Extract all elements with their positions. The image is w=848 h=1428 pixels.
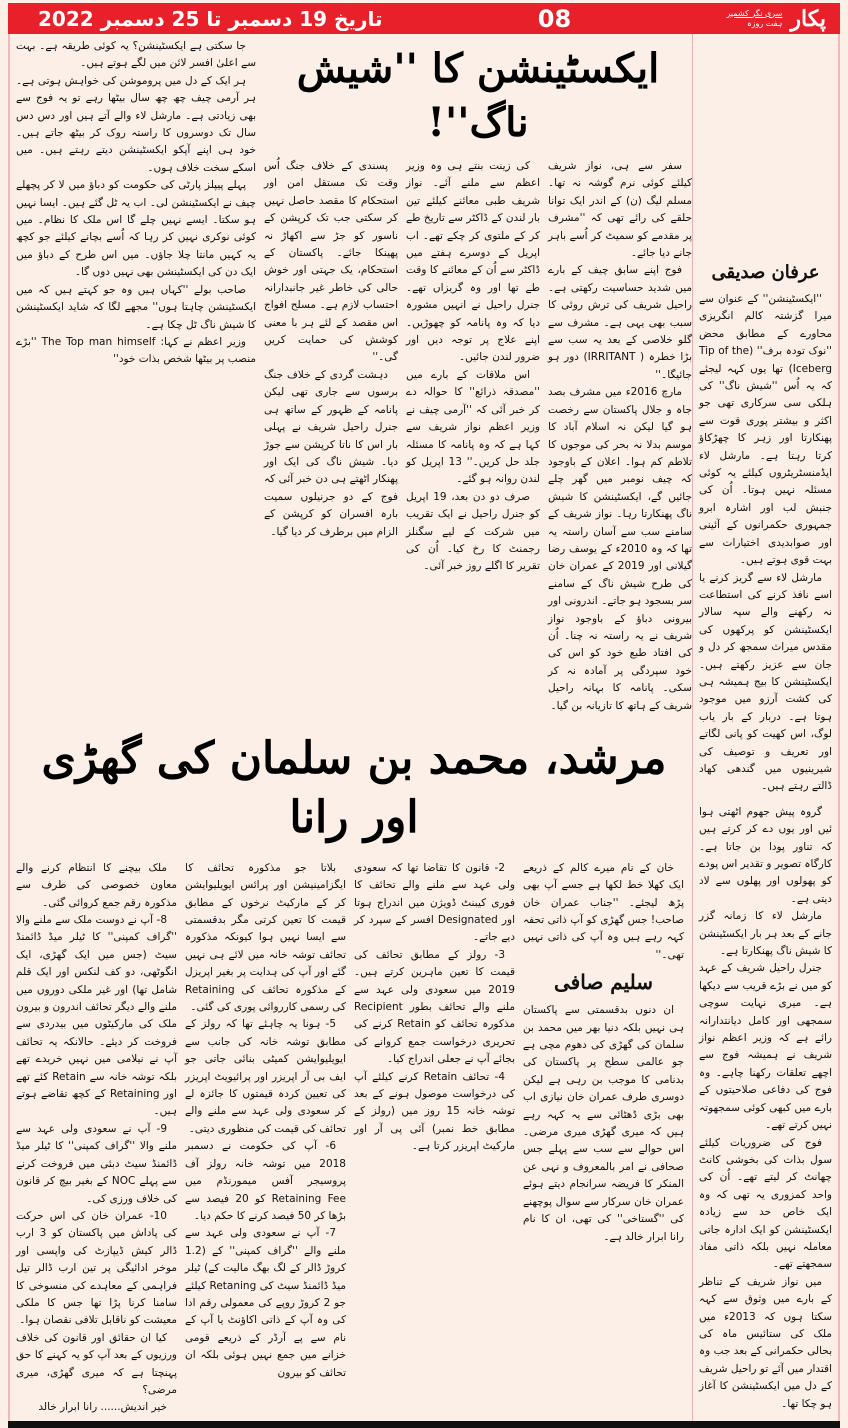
paragraph: 2- قانون کا تقاضا تھا کہ سعودی ولی عہد سے ملنے والے تحائف کا فوری کیبنٹ ڈویژن میں اندراج ہوتا اور Designated افسر کے سپرد کر دیے جاتے۔ [354, 861, 515, 944]
brand-block [726, 6, 826, 32]
masthead [8, 3, 840, 34]
article2-column-1a [523, 860, 684, 964]
paragraph: 8- آپ نے دوست ملک سے ملنے والا ''گراف کمپنی'' کا ٹیلر میڈ ڈائمنڈ سیٹ (جس میں ایک گھڑی، ایک انگوٹھی، دو کف لنکس اور ایک قلم شامل تھا) اور غیر ملکی دوروں میں ملنے والے دیگر تحائف اندرون و بیرون ملک کی مارکیٹوں میں بیدردی سے فروخت کر دیئے۔ حالانکہ یہ تحائف آپ نے نیلامی میں نہیں خریدے تھے بلکہ توشہ خانہ سے Retain کئے تھے اور Retaining کے کچھ تقاضے ہوتے ہیں۔ [16, 914, 177, 1118]
article2-column-4 [16, 860, 177, 1417]
article1-column-1 [699, 291, 832, 796]
article2-headline: مرشد، محمد بن سلمان کی گھڑی اور رانا [41, 733, 667, 844]
article1-continuation-column [699, 804, 832, 1413]
paragraph: 3- رولز کے مطابق تحائف کی قیمت کا تعین ماہرین کرتے ہیں۔ 2019 میں سعودی ولی عہد سے ملنے والے تحائف بطور Recipient مذکورہ تحائف کو Retain کرنے کی تحریری درخواست جمع کروانے کی بجائے آپ نے جعلی اندراج کیا۔ [354, 948, 515, 1066]
article2-column-1b [523, 1002, 684, 1246]
paragraph: 10- عمران خان کی اس حرکت کی پاداش میں پاکستان کو 3 ارب ڈالر کیش ڈیپازٹ کی واپسی اور موخر ادائیگی پر تین ارب ڈالر تیل فراہمی کے معاہدے کی منسوخی کا سامنا کرنا پڑا تھا جس کا ملکی معیشت کو ناقابل تلافی نقصان ہوا۔ [16, 1209, 177, 1327]
article2-column-1 [523, 860, 684, 1246]
main-area [10, 34, 692, 1421]
article2-column-2 [354, 860, 515, 1156]
page-body [8, 34, 840, 1421]
paragraph: صرف دو دن بعد، 19 اپریل کو جنرل راحیل نے ایک تقریب میں شرکت کے لیے سگنلز رجمنٹ کا رخ کیا۔ اُن کی تقریر کا اگلے روز خبر آئی۔ [406, 490, 540, 573]
article1-column-2 [548, 158, 692, 715]
paragraph: 4- تحائف Retain کرنے کیلئے آپ کی درخواست موصول ہونے کے بعد توشہ خانہ 15 روز میں (رولز کے مطابق خط نمبر) آئی پی آر اور مارکیٹ اپریزر کرتا ہے۔ [354, 1070, 515, 1153]
paragraph: صاحب بولے ''کہاں ہیں وہ جو کہتے ہیں کہ میں ایکسٹینشن چاہتا ہوں'' مجھے لگا کہ شاید ایکسٹینشن کا شیش ناگ ٹل چکا ہے۔ [16, 283, 256, 331]
paragraph: ''ایکسٹینشن'' کے عنوان سے میرا گزشتہ کالم انگریزی محاورے کے مطابق محض ''نوک تودہ برف'' (Tip of the Iceberg) تھا یوں کہہ لیجئے کہ یہ اُس ''شیش ناگ'' کی ہلکی سی سرکاری تھی جو اکثر و بیشتر پوری قوت سے پھنکارتا اور زہر کا چھڑکاؤ کرتا رہتا ہے۔ مارشل لاء ایڈمنسٹریٹروں کیلئے یہ کوئی مسئلہ نہیں ہوتا۔ اُن کی جنبش لب اور اشارہ ابرو جمہوری حکمرانوں کے آئینی اور صوابدیدی اختیارات سے بہت قوی ہوتے ہیں۔ [699, 293, 832, 567]
paragraph: دہشت گردی کے خلاف جنگ برسوں سے جاری تھی لیکن پانامہ کے ظہور کے ساتھ ہی جنرل راحیل شریف نے پہلی بار اس کا ناتا کرپشن سے جوڑ دیا۔ شیش ناگ کی ایک اور پھنکار اٹھتے ہی دن خبر آئی کہ فوج کے دو جرنیلوں سمیت بارہ افسران کو کرپشن کے الزام میں برطرف کر دیا گیا۔ [264, 368, 398, 538]
paragraph: پسندی کے خلاف جنگ اُس وقت تک مستقل امن اور استحکام کا مقصد حاصل نہیں کر سکتی جب تک کرپشن کے ناسور کو جڑ سے اکھاڑ نہ پھینکا جائے۔ پاکستان کے استحکام، یک جہتی اور خوش حالی کی خاطر غیر جانبدارانہ احتساب لازم ہے۔ مسلح افواج اس مقصد کے لئے ہر با معنی کوشش کی حمایت کریں گی۔'' [264, 160, 398, 364]
paragraph: جنرل راحیل شریف کے عہد کو میں نے بڑے قریب سے دیکھا ہے۔ میری نہایت سوچی سمجھی اور کامل دیانتدارانہ رائے ہے کہ وزیر اعظم نواز شریف نے ہمیشہ فوج سے اچھے تعلقات رکھنا چاہے۔ وہ فوج کی دفاعی صلاحیتوں کے بارے میں کبھی کوئی سمجھوتہ نہیں کرتے تھے۔ [699, 962, 832, 1132]
paragraph: کیا ان حقائق اور قانون کی خلاف ورزیوں کے بعد آپ کو یہ کہنے کا حق پہنچتا ہے کہ میری گھڑی، میری مرضی؟ [16, 1331, 177, 1396]
blank-space [699, 38, 832, 256]
paragraph: گروہ پیش جھوم اٹھتی ہوا ئیں اور یوں دے کر کرتے ہیں کہ تناور پودا بن جاتا ہے۔ کارگاہ تصویر و تقدیر اس پودے کو پھولوں اور پھلوں سے لاد دیتی ہے۔ [699, 805, 832, 905]
paragraph: سفر سے ہی، نواز شریف کیلئے کوئی نرم گوشہ نہ تھا۔ مسلم لیگ (ن) کے اندر ایک توانا حلقے کی رائے تھی کہ ''مشرف پر مقدمے کو سمیٹ کر اُسے باہر جانے دیا جائے۔ [548, 160, 692, 260]
paragraph: کی زینت بنتے ہی وہ وزیر اعظم سے ملنے آئے۔ نواز شریف طبی معائنے کیلئے تین بار لندن کے ڈاکٹر سے تاریخ طے کر کے ملتوی کر چکے تھے۔ اب اپریل کے دوسرے ہفتے میں ڈاکٹر سے اُن کے معائنے کا وقت طے تھا اور وہ گریزاں تھے۔ جنرل راحیل نے انہیں مشورہ دیا کہ وہ پانامہ کو چھوڑیں۔ اپنے علاج پر توجہ دیں اور ضرور لندن جائیں۔ [406, 160, 540, 364]
publication-city: سری نگر کشمیر [726, 8, 783, 18]
paragraph: مارچ 2016ء میں مشرف بصد جاہ و جلال پاکستان سے رخصت ہو گیا لیکن نہ اسلام آباد کا موسم بدلا نہ بحر کی موجوں کا تلاطم کم ہوا۔ اعلان کے باوجود کہ چیف نومبر میں گھر چلے جائیں گے، ایکسٹینشن کا شیش ناگ پھنکارتا رہا۔ نواز شریف کے سامنے سب سے آسان راستہ یہ تھا کہ وہ 2010ء کے یوسف رضا گیلانی اور 2019 کے عمران خان کی طرح شیش ناگ کے سامنے سر بسجود ہو جاتے۔ اندرونی اور بیرونی دباؤ کے باوجود نواز شریف نے یہ راستہ نہ چنا۔ اُن کی افتاد طبع خود کو اس کی خود سپردگی پر آمادہ نہ کر سکی۔ پانامہ کا بہانہ راحیل شریف کے ہاتھ کا تازیانہ بن گیا۔ [548, 386, 692, 712]
article1-main [264, 38, 692, 715]
paragraph: مارشل لاء سے گریز کرنے یا اسے نافذ کرنے کی استطاعت نہ رکھنے والے سپہ سالار ایکسٹینشن کو پرکھوں کی مقدس میراث سمجھ کر دل و جان سے عزیز رکھتے ہیں۔ ایکسٹینشن کا بیج ہمیشہ ہی کی کشت آرزو میں موجود ہوتا ہے۔ دربار کے بار یاب لوگ، اس کھیت کو پانی لگاتے اور تعریف و توصیف کی شیرینیوں میں گندھی کھاد ڈالتے رہتے ہیں۔ [699, 571, 832, 793]
paragraph: 9- آپ نے سعودی ولی عہد سے ملنے والا ''گراف کمپنی'' کا ٹیلر میڈ ڈائمنڈ سیٹ دبئی میں فروخت کرنے سے پہلے NOC کے بغیر بیچ کر قانون کی خلاف ورزی کی۔ [16, 1122, 177, 1205]
paragraph: فوج کی ضروریات کیلئے سول بذات کی بخوشی کانٹ چھانٹ کر لیتے تھے۔ اُن کی واحد کمزوری یہ تھی کہ وہ ایک خاص حد سے زیادہ ایکسٹینشن کو ایک ادارہ جاتی معاملہ نہیں بلکہ ذاتی مفاد سمجھتے تھے۔ [699, 1136, 832, 1271]
article2-byline: سلیم صافی [554, 970, 653, 995]
paragraph: فوج اپنے سابق چیف کے بارے میں شدید حساسیت رکھتی ہے۔ راحیل شریف کی ترش روئی کا سبب بھی یہی ہے۔ مشرف سے گلو خلاصی کے بعد یہ سب سے بڑا خطرہ ( IRRITANT) دور ہو جائیگا۔'' [548, 264, 692, 381]
paragraph: مارشل لاء کا زمانہ گزر جانے کے بعد ہر بار ایکسٹینشن کا شیش ناگ پھنکارتا ہے۔ [699, 910, 832, 958]
article2-columns [16, 860, 692, 1417]
page-number: 08 [537, 4, 572, 33]
paragraph: ملک بیچنے کا انتظام کرنے والے معاون خصوصی کی طرف سے مذکورہ رقم جمع کروائی گئی۔ [16, 861, 177, 909]
article1-column-5 [16, 38, 256, 369]
article1-byline: عرفان صدیقی [711, 262, 820, 283]
paragraph: پہلے پیپلز پارٹی کی حکومت کو دباؤ میں لا کر پچھلے چیف نے ایکسٹینشن لی۔ اب یہ ٹل گئے ہیں۔ ایسا نہیں ہو سکتا۔ ایسے نہیں چلے گا اس ملک کا نظام۔ میں کوئی نوکری نہیں کر رہا کہ اُسے بچانے کیلئے جو کچھ یہ کہیں مانتا چلا جاؤں۔ میں اس طرح کے دباؤ میں ایک دن کی ایکسٹینشن بھی نہیں دوں گا۔ [16, 179, 256, 279]
paragraph: میں نواز شریف کے تناظر کے بارے میں وثوق سے کہہ سکتا ہوں کہ 2013ء میں ملک کی ستائیس ماہ کی بحالی حکمرانی کے بعد جب وہ اقتدار میں آئے تو راحیل شریف کے دل میں ایکسٹینشن کا آغاز ہو چکا تھا۔ [699, 1275, 833, 1410]
paragraph: جا سکتی ہے ایکسٹینشن؟ یہ کوئی طریقہ ہے۔ بہت سے اعلیٰ افسر لائن میں لگے ہوتے ہیں۔ [16, 40, 256, 70]
article1-column-4 [264, 158, 398, 541]
paragraph: 7- آپ نے سعودی ولی عہد سے ملنے والے ''گراف کمپنی'' کے (1.2 کروڑ ڈالر کے لگ بھگ مالیت کے) ٹیلر میڈ ڈائمنڈ سیٹ کی Retaning کیلئے جو 2 کروڑ روپے کی معمولی رقم ادا کی وہ آپ کے ذاتی اکاؤنٹ یا آپ کے نام سے پے آرڈر کے ذریعے قومی خزانے میں جمع نہیں ہوئی بلکہ ان تحائف کو بیرون [185, 1227, 346, 1379]
paragraph: ہر ایک کے دل میں پروموشن کی خواہش ہوتی ہے۔ ہر آرمی چیف چھ چھ سال بیٹھا رہے تو یہ فوج سے بھی زیادتی ہے۔ مارشل لاء والے آتے ہیں اور دس دس سال تک دوسروں کا راستہ روک کر بیٹھ جاتے ہیں۔ خود ہی اپنے آپکو ایکسٹینشن دیتے رہتے ہیں۔ میں اسکے سخت خلاف ہوں۔ [16, 74, 256, 174]
article1-headline: ایکسٹینشن کا ''شیش ناگ''! [296, 45, 660, 146]
bottom-rule [8, 1421, 840, 1428]
publication-frequency: ہفت روزہ [746, 18, 783, 28]
paragraph: اس ملاقات کے بارے میں ''مصدقہ ذرائع'' کا حوالہ دے کر خبر آئی کہ ''آرمی چیف نے وزیر اعظم نواز شریف سے کہا ہے کہ وہ پانامہ کا مسئلہ جلد حل کریں۔'' 13 اپریل کو لندن روانہ ہو گئے۔ [406, 368, 540, 486]
brand-meta [726, 9, 782, 29]
paragraph: بلاتا جو مذکورہ تحائف کا ایگزامینیشن اور پرائس ایویلیوایشن کر کے مارکیٹ نرخوں کے مطابق قیمت کا تعین کرتی مگر بدقسمتی سے ایسا نہیں ہوا کیونکہ مذکورہ تحائف توشہ خانہ میں لائے ہی نہیں گئے اور آپ کی ہدایت پر بغیر اپریزل کے مذکورہ تحائف کی Retaining کی رسمی کارروائی پوری کی گئی۔ [185, 861, 346, 1014]
issue-date: تاریخ 19 دسمبر تا 25 دسمبر 2022 [38, 6, 383, 31]
article2-column-3 [185, 860, 346, 1382]
article1-section [16, 38, 692, 715]
paragraph: ان دنوں بدقسمتی سے پاکستان ہی نہیں بلکہ دنیا بھر میں محمد بن سلمان کی گھڑی کی دھوم مچی ہے جو عالمی سطح پر پاکستان کی بدنامی کا موجب بن رہی ہے لیکن دوسری طرف عمران خان نیازی اب بھی بڑی ڈھٹائی سے یہ کہہ رہے ہیں کہ میری گھڑی میری مرضی۔ اس حوالے سے سب سے پہلے جس صحافی نے امر بالمعروف و نہی عن المنکر کا فریضہ سرانجام دیتے ہوئے عمران خان سرکار سے سوال پوچھنے کی ''گستاخی'' کی تھی، ان کا نام رانا ابرار خالد ہے۔ [523, 1004, 684, 1243]
newspaper-page [8, 0, 840, 1428]
newspaper-logo: پکار [790, 5, 826, 32]
paragraph: 5- ہونا یہ چاہئے تھا کہ رولز کے مطابق توشہ خانہ کی جانب سے ایویلیوایشن کمیٹی بنائی جاتی جو ایف بی آر اپریزر اور پرائیویٹ اپریزر کی تعیین کردہ قیمتوں کا جائزہ لے کر سعودی ولی عہد سے ملنے والے تحائف کی قیمت کی منظوری دیتی۔ [185, 1018, 346, 1135]
paragraph: خیر اندیش...... رانا ابرار خالد [38, 1401, 167, 1414]
paragraph: 6- آپ کی حکومت نے دسمبر 2018 میں توشہ خانہ رولز آف پروسیجر آفس میمورنڈم میں Retaining Fee کو 20 فیصد سے بڑھا کر 50 فیصد کرنے کا حکم دیا۔ [185, 1140, 346, 1222]
right-column [692, 34, 838, 1421]
article1-columns [264, 158, 692, 715]
paragraph: خان کے نام میرے کالم کے ذریعے ایک کھلا خط لکھا ہے جسے آپ بھی پڑھ لیجئے۔ ''جناب عمران خان صاحب! جس گھڑی کو آپ ذاتی تحفہ کہہ رہے ہیں وہ آپ کی ذاتی نہیں تھی۔'' [523, 861, 684, 961]
article1-column-3 [406, 158, 540, 576]
paragraph: وزیر اعظم نے کہا: The Top man himself ''بڑے منصب پر بیٹھا شخص بذات خود'' [16, 335, 256, 366]
